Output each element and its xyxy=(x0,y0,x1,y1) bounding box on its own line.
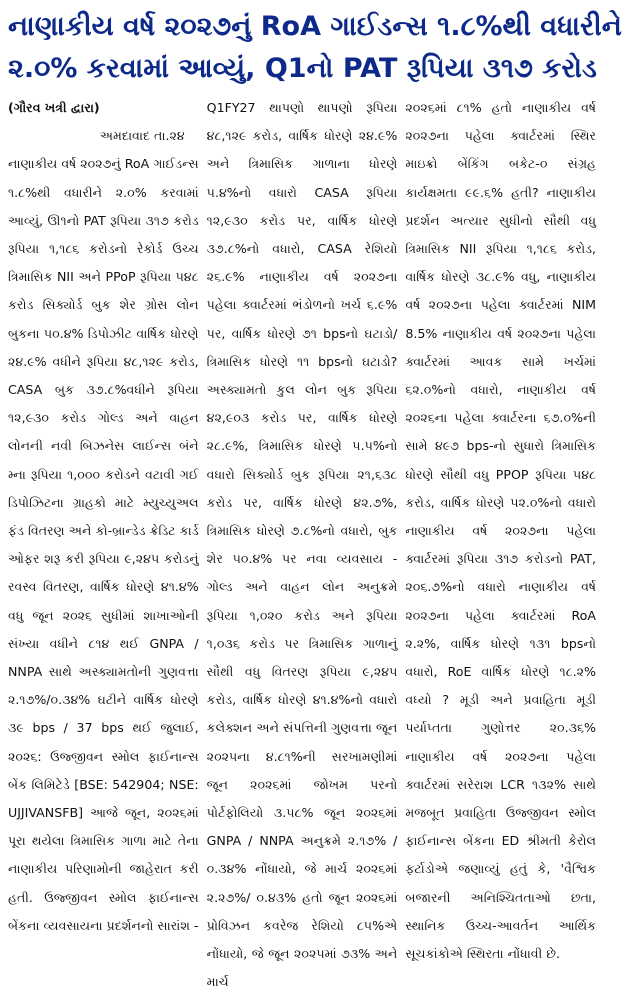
dateline: અમદાવાદ તા.૨૪ xyxy=(99,128,185,144)
article-column-1 xyxy=(8,94,199,961)
article-column-3-text: ૨૦૨૬માં ૮૧% હતો નાણાકીય વર્ષ ૨૦૨૭ના પહેલા ક્વાર્ટરમાં સ્થિર માઇક્રો બેંકિંગ બકેટ-૦ સંગ્રહ કાર્યક્ષમતા ૯૯.૬% હતી? નાણાકીય પ્રદર્શન અત્યાર સુધીનો સૌથી વધુ ત્રિમાસિક NII રૂપિયા ૧,૧૮૬ કરોડ, વાર્ષિક ધોરણે ૩૮.૯% વધુ, નાણાકીય વર્ષ ૨૦૨૭ના પહેલા ક્વાર્ટરમાં NIM 8.5% નાણાકીય વર્ષ ૨૦૨૭ના પહેલા ક્વાર્ટરમાં આવક સામે ખર્ચમાં ૬૨.૦%નો વધારો, નાણાકીય વર્ષ ૨૦૨૬ના પહેલા ક્વાર્ટરના ૬૭.૦%ની સામે ૪૯૭ bps-નો સુધારો ત્રિમાસિક ધોરણે સૌથી વધુ PPOP રૂપિયા ૫૪૮ કરોડ, વાર્ષિક ધોરણે ૫૨.૦%નો વધારો નાણાકીય વર્ષ ૨૦૨૭ના પહેલા ક્વાર્ટરમાં રૂપિયા ૩૧૭ કરોડનો PAT, ૨૦૬.૭%નો વધારો નાણાકીય વર્ષ ૨૦૨૭ના પહેલા ક્વાર્ટરમાં RoA ૨.૨%, વાર્ષિક ધોરણે ૧૩૧ bpsનો વધારો, RoE વાર્ષિક ધોરણે ૧૮.૨% વધ્યો ? મૂડી અને પ્રવાહિતા મૂડી પર્યાપ્તતા ગુણોત્તર ૨૦.૩૬% નાણાકીય વર્ષ ૨૦૨૭ના પહેલા ક્વાર્ટરમાં સરેરાશ LCR ૧૩૨% સાથે મજબૂત પ્રવાહિતા ઉજ્જીવન સ્મોલ ફાઈનાન્સ બેંકના ED શ્રીમતી કેરોલ ફર્ટાડોએ જણાવ્યું હતું કે, 'વૈશ્વિક બજારની અનિશ્ચિતતાઓ છતા, સ્થાનિક ઉચ્ચ-આવર્તન આર્થિક સૂચકાંકોએ સ્થિરતા નોંધાવી છે. xyxy=(405,100,597,962)
byline: (ગૌરવ ખત્રી દ્વારા) xyxy=(8,100,100,115)
article-column-2-text: Q1FY27 થાપણો થાપણો રૂપિયા ૪૮,૧૨૯ કરોડ, વાર્ષિક ધોરણે ૨૪.૯% અને ત્રિમાસિક ગાળાના ધોરણે ૫.૪%નો વધારો CASA રૂપિયા ૧૨,૯૩૦ કરોડ પર, વાર્ષિક ધોરણે ૩૭.૮%નો વધારો, CASA રેશિયો ૨૬.૯% નાણાકીય વર્ષ ૨૦૨૭ના પહેલા ક્વાર્ટરમાં ભંડોળનો ખર્ચ ૬.૯% પર, વાર્ષિક ધોરણે ૭૧ bpsનો ઘટાડો/ ત્રિમાસિક ધોરણે ૧૧ bpsનો ઘટાડો? અસ્ક્યામતો કુલ લોન બુક રૂપિયા ૪૨,૯૦૩ કરોડ પર, વાર્ષિક ધોરણે ૨૮.૯%, ત્રિમાસિક ધોરણે ૫.૫%નો વધારો સિક્યોર્ડ બુક રૂપિયા ૨૧,૬૩૮ કરોડ પર, વાર્ષિક ધોરણે ૪૨.૭%, ત્રિમાસિક ધોરણે ૭.૮%નો વધારો, બુક શેર ૫૦.૪% પર નવા વ્યવસાય - ગોલ્ડ અને વાહન લોન અનુક્રમે રૂપિયા ૧,૦૨૦ કરોડ અને રૂપિયા ૧,૦૩૬ કરોડ પર ત્રિમાસિક ગાળાનું સૌથી વધુ વિતરણ રૂપિયા ૯,૨૪૫ કરોડ, વાર્ષિક ધોરણે ૪૧.૪%નો વધારો કલેક્શન અને સંપત્તિની ગુણવત્તા જૂન ૨૦૨૫ના ૪.૮૧%ની સરખામણીમાં જૂન ૨૦૨૬માં જોખમ પરનો પોર્ટફોલિયો ૩.૫૮% જૂન ૨૦૨૬માં GNPA / NNPA અનુક્રમે ૨.૧૭% / ૦.૩૪% નોંધાયો, જે માર્ચ ૨૦૨૬માં ૨.૨૭%/ ૦.૪૩% હતો જૂન ૨૦૨૬માં પ્રોવિઝન કવરેજ રેશિયો ૮૫%એ નોંધાયો, જે જૂન ૨૦૨૫માં ૭૩% અને માર્ચ xyxy=(206,100,398,990)
headline-line-2: ૨.૦% કરવામાં આવ્યું, Q1નો PAT રૂપિયા ૩૧૭ કરોડ xyxy=(8,53,597,84)
article-column-3 xyxy=(405,94,596,961)
article-column-2 xyxy=(206,94,398,990)
headline-line-1: નાણાકીય વર્ષ ૨૦૨૭નું RoA ગાઈડન્સ ૧.૮%થી વધારીને xyxy=(8,11,622,42)
article-column-1-text: નાણાકીય વર્ષ ૨૦૨૭નું RoA ગાઈડન્સ ૧.૮%થી વધારીને ૨.૦% કરવામાં આવ્યું, ઊ૧નો PAT રૂપિયા ૩૧૭ કરોડ રૂપિયા ૧,૧૮૬ કરોડનો રેકોર્ડ ઉચ્ચ ત્રિમાસિક NII અને PPoP રૂપિયા ૫૪૮ કરોડ સિક્યોર્ડ બુક શેર ગ્રોસ લોન બુકના ૫૦.૪% ડિપોઝીટ વાર્ષિક ધોરણે ૨૪.૯% વધીને રૂપિયા ૪૮,૧૨૯ કરોડ, CASA બુક ૩૭.૮%વધીને રૂપિયા ૧૨,૯૩૦ કરોડ ગોલ્ડ અને વાહન લોનની નવી બિઝનેસ લાઈન્સ બંને મ્ના રૂપિયા ૧,૦૦૦ કરોડને વટાવી ગઈ ડિપોઝિટના ગ્રાહકો માટે મ્યુચ્યુઅલ ફંડ વિતરણ અને કો-બ્રાન્ડેડ ક્રેડિટ કાર્ડ ઓફર શરૂ કરી રૂપિયા ૯,૨૪૫ કરોડનું રવસ્વ વિતરણ, વાર્ષિક ધોરણે ૪૧.૪% વધુ જૂન ૨૦૨૬ સુધીમાં શાખાઓની સંખ્યા વધીને ૮૧૪ થઈ GNPA / NNPA સાથે અસ્ક્યામતોની ગુણવત્તા ૨.૧૭%/૦.૩૪% ઘટીને વાર્ષિક ધોરણે ૩૯ bps / 37 bps થઈ જુલાઈ, ૨૦૨૬: ઉજ્જીવન સ્મોલ ફાઈનાન્સ બેંક લિમિટેડે [BSE: 542904; NSE: UJJIVANSFB] આજે જૂન, ૨૦૨૬માં પૂરા થયેલા ત્રિમાસિક ગાળા માટે તેના નાણાકીય પરિણામોની જાહેરાત કરી હતી. ઉજ્જીવન સ્મોલ ફાઈનાન્સ બેંકના વ્યવસાયના પ્રદર્શનનો સારાંશ - xyxy=(8,156,199,933)
article-body xyxy=(8,94,597,990)
headline xyxy=(8,6,622,90)
